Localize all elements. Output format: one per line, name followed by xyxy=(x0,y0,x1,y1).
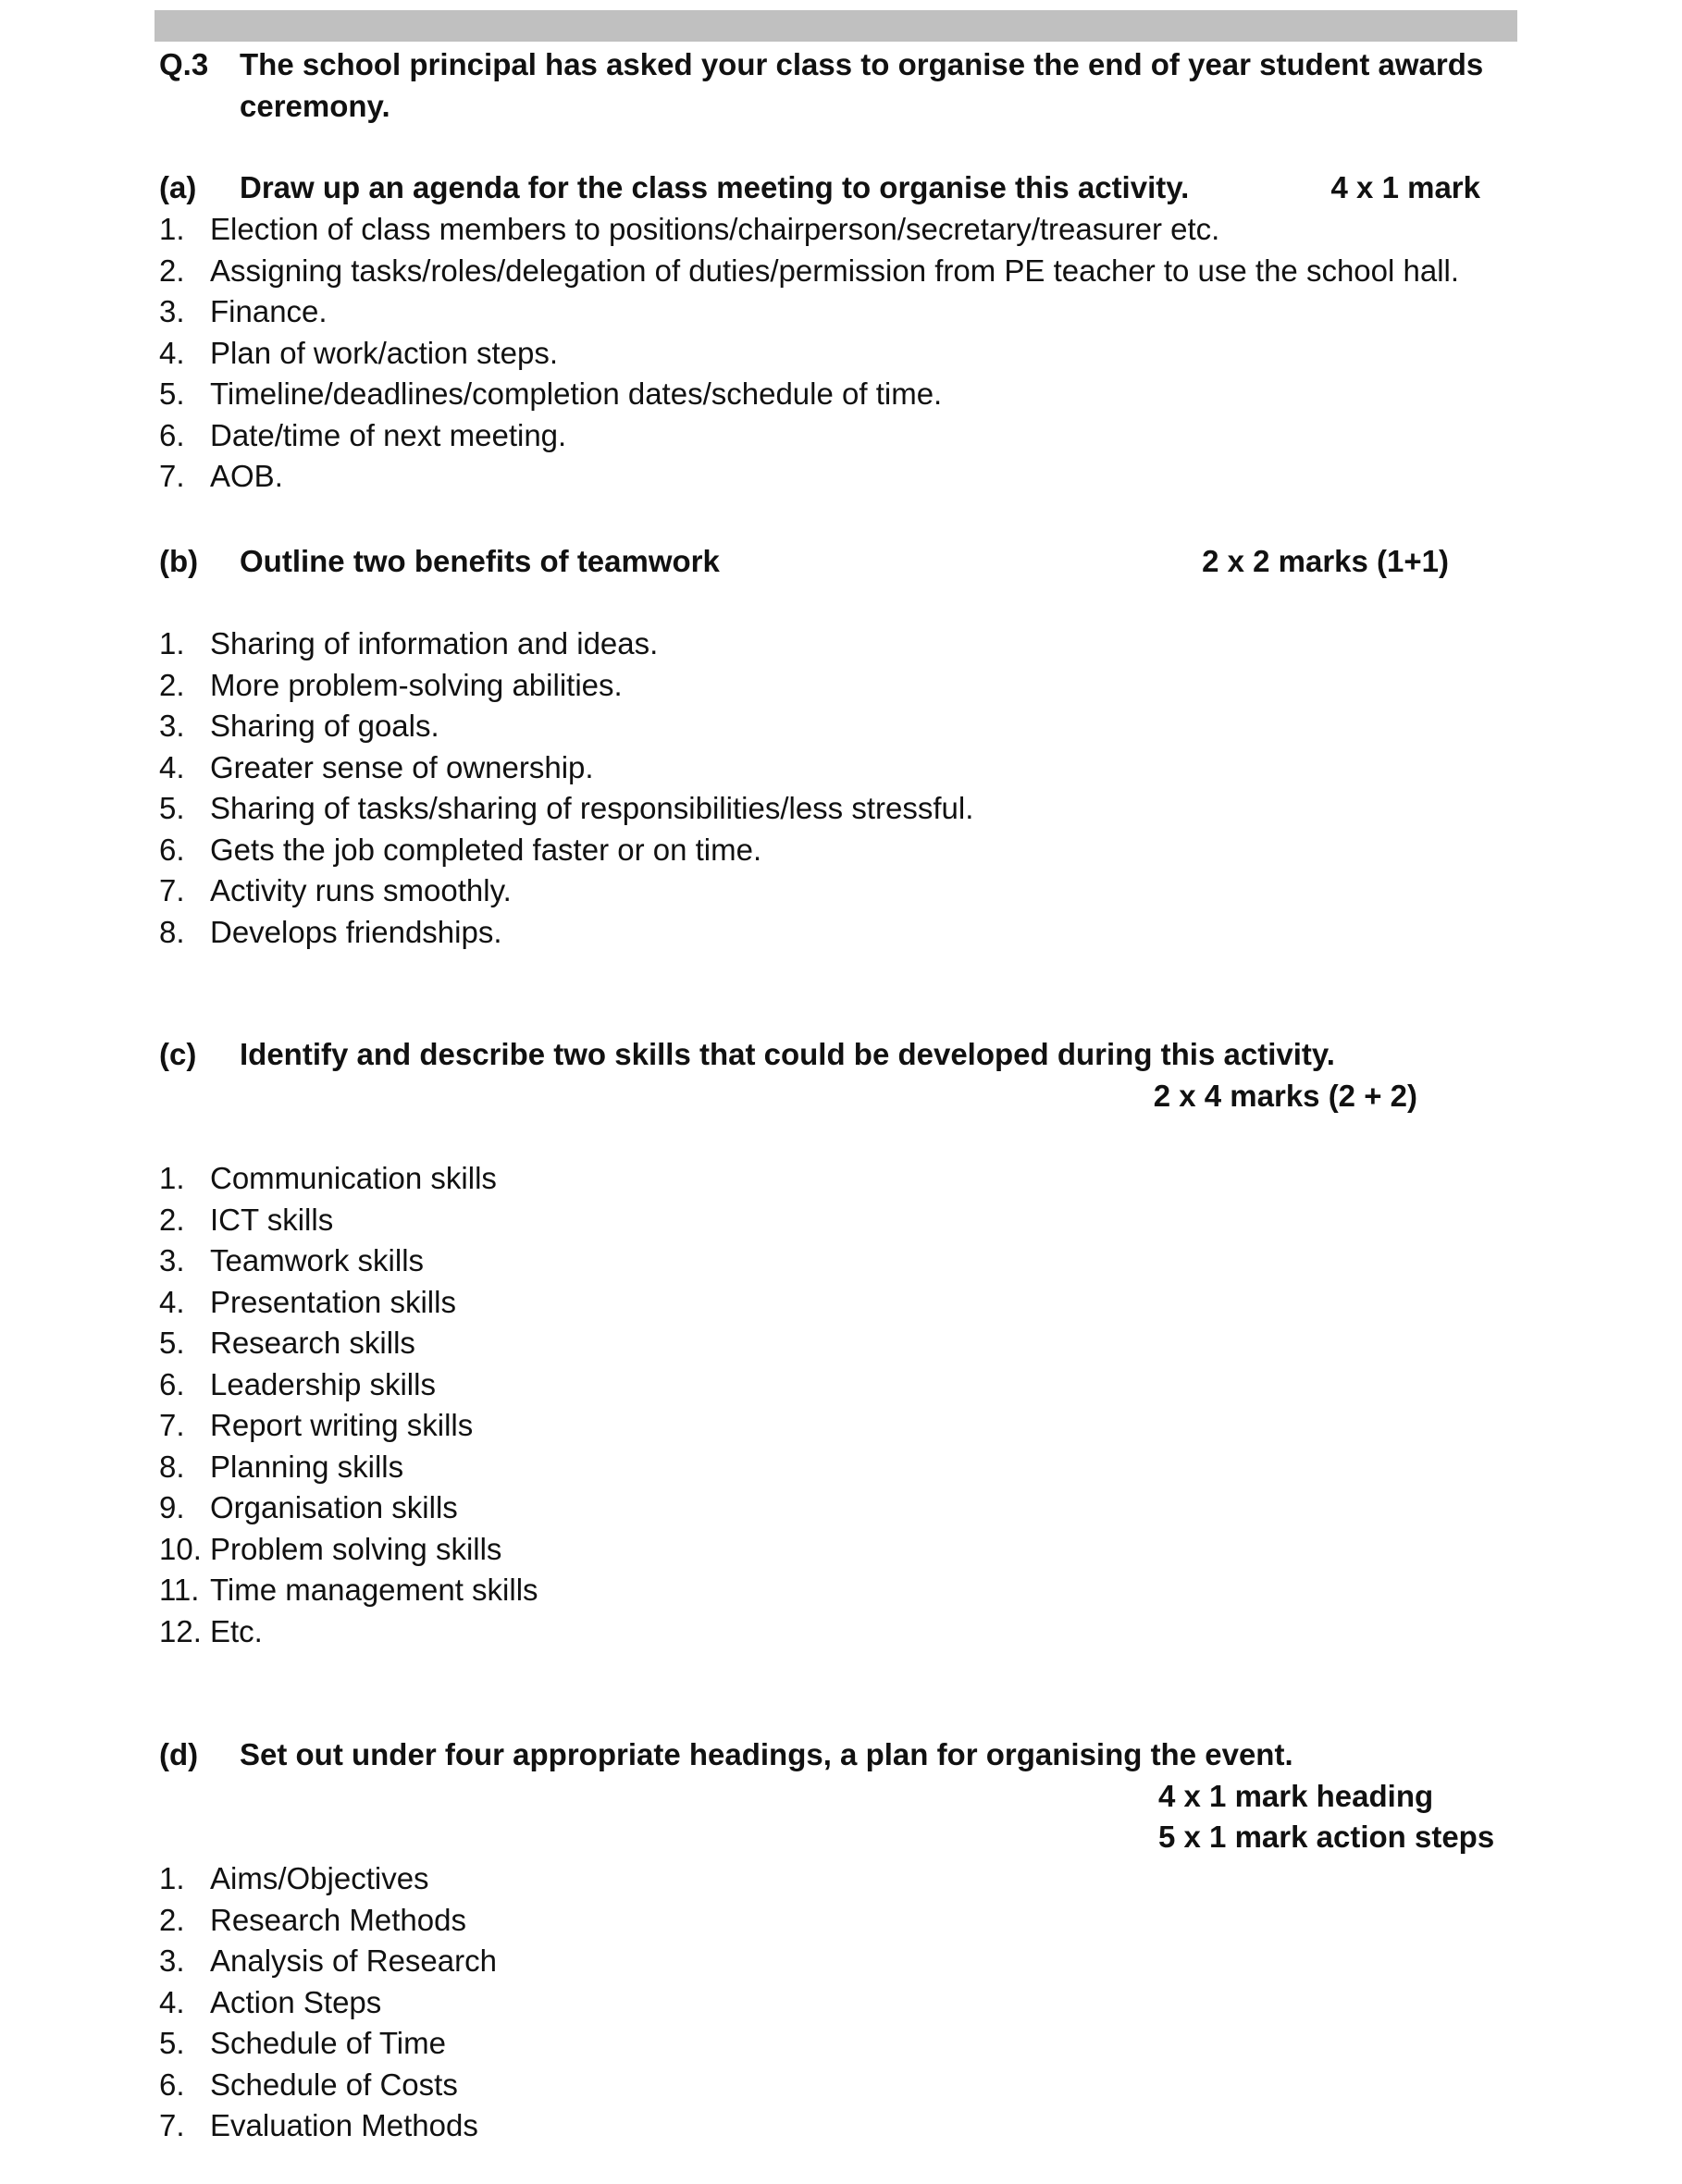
list-item-number: 1. xyxy=(159,626,185,660)
list-item-text: Report writing skills xyxy=(210,1408,474,1442)
list-item-number: 2. xyxy=(159,1202,185,1237)
list-item-number: 3. xyxy=(159,1943,185,1978)
list-item-number: 5. xyxy=(159,2026,185,2060)
list-item-text: Research skills xyxy=(210,1326,415,1360)
list-item-text: Problem solving skills xyxy=(210,1531,502,1566)
question-number: Q.3 xyxy=(159,47,209,81)
list-item-text: Election of class members to positions/chairperson/secretary/treasurer etc. xyxy=(210,212,1220,246)
list-item-number: 11. xyxy=(159,1573,200,1607)
list-item-number: 6. xyxy=(159,832,185,867)
list-item-text: Assigning tasks/roles/delegation of duties/permission from PE teacher to use the school hall. xyxy=(210,253,1460,288)
list-item-number: 8. xyxy=(159,914,185,949)
list-item-number: 3. xyxy=(159,709,185,743)
list-item-text: Gets the job completed faster or on time. xyxy=(210,832,762,867)
list-item-text: Presentation skills xyxy=(210,1284,456,1319)
list-item-number: 6. xyxy=(159,2067,185,2102)
list-item-text: Time management skills xyxy=(210,1573,538,1607)
list-item-text: AOB. xyxy=(210,459,283,493)
list-item-text: Research Methods xyxy=(210,1902,466,1937)
list-item-text: Greater sense of ownership. xyxy=(210,749,594,784)
list-item-text: Activity runs smoothly. xyxy=(210,873,512,907)
list-item-text: Evaluation Methods xyxy=(210,2108,478,2142)
list-item-text: Finance. xyxy=(210,294,328,328)
list-item-number: 4. xyxy=(159,1984,185,2019)
list-item-text: Planning skills xyxy=(210,1449,404,1484)
list-item-text: Schedule of Costs xyxy=(210,2067,458,2102)
list-item-number: 2. xyxy=(159,253,185,288)
part-b-label: (b) xyxy=(159,544,199,578)
list-item-number: 4. xyxy=(159,749,185,784)
part-c-prompt: Identify and describe two skills that could be developed during this activity. xyxy=(240,1037,1335,1071)
list-item-text: Communication skills xyxy=(210,1161,497,1195)
part-b-marks: 2 x 2 marks (1+1) xyxy=(1202,544,1449,578)
list-item-number: 7. xyxy=(159,2108,185,2142)
list-item-text: More problem-solving abilities. xyxy=(210,667,623,702)
list-item-number: 6. xyxy=(159,1366,185,1401)
list-item-number: 12. xyxy=(159,1613,202,1648)
part-d-marks-heading: 4 x 1 mark heading xyxy=(1158,1779,1434,1813)
part-c-label: (c) xyxy=(159,1037,197,1071)
list-item-text: Sharing of tasks/sharing of responsibilities/less stressful. xyxy=(210,791,974,825)
list-item-text: Analysis of Research xyxy=(210,1943,497,1978)
list-item-text: Teamwork skills xyxy=(210,1243,425,1277)
list-item-number: 1. xyxy=(159,1861,185,1895)
list-item-text: Organisation skills xyxy=(210,1490,458,1524)
list-item-number: 3. xyxy=(159,294,185,328)
list-item-number: 5. xyxy=(159,1326,185,1360)
list-item-text: Schedule of Time xyxy=(210,2026,446,2060)
list-item-number: 2. xyxy=(159,1902,185,1937)
list-item-number: 2. xyxy=(159,667,185,702)
list-item-number: 10. xyxy=(159,1531,202,1566)
list-item-text: Action Steps xyxy=(210,1984,382,2019)
list-item-text: Develops friendships. xyxy=(210,914,502,949)
list-item-number: 1. xyxy=(159,1161,185,1195)
list-item-number: 7. xyxy=(159,873,185,907)
part-a-marks: 4 x 1 mark xyxy=(1330,170,1480,204)
part-a-prompt: Draw up an agenda for the class meeting to organise this activity. xyxy=(240,170,1190,204)
list-item-number: 4. xyxy=(159,1284,185,1319)
part-d-prompt: Set out under four appropriate headings, a plan for organising the event. xyxy=(240,1737,1293,1771)
question-text-line1: The school principal has asked your class to organise the end of year student awards xyxy=(240,47,1484,81)
list-item-text: ICT skills xyxy=(210,1202,334,1237)
part-b-prompt: Outline two benefits of teamwork xyxy=(240,544,720,578)
list-item-text: Date/time of next meeting. xyxy=(210,417,567,452)
list-item-number: 8. xyxy=(159,1449,185,1484)
list-item-number: 5. xyxy=(159,791,185,825)
list-item-number: 1. xyxy=(159,212,185,246)
question-text-line2: ceremony. xyxy=(240,89,390,123)
list-item-number: 6. xyxy=(159,417,185,452)
list-item-text: Sharing of information and ideas. xyxy=(210,626,659,660)
list-item-number: 9. xyxy=(159,1490,185,1524)
list-item-text: Timeline/deadlines/completion dates/schedule of time. xyxy=(210,376,943,411)
part-d-marks-action-steps: 5 x 1 mark action steps xyxy=(1158,1820,1495,1854)
list-item-number: 7. xyxy=(159,1408,185,1442)
list-item-number: 3. xyxy=(159,1243,185,1277)
list-item-text: Etc. xyxy=(210,1613,263,1648)
header-bar xyxy=(155,10,1517,42)
list-item-text: Sharing of goals. xyxy=(210,709,439,743)
list-item-text: Plan of work/action steps. xyxy=(210,335,559,370)
list-item-number: 4. xyxy=(159,335,185,370)
part-c-marks: 2 x 4 marks (2 + 2) xyxy=(1153,1079,1417,1113)
list-item-text: Aims/Objectives xyxy=(210,1861,429,1895)
part-d-label: (d) xyxy=(159,1737,199,1771)
part-a-label: (a) xyxy=(159,170,197,204)
list-item-number: 7. xyxy=(159,459,185,493)
list-item-number: 5. xyxy=(159,376,185,411)
list-item-text: Leadership skills xyxy=(210,1366,436,1401)
